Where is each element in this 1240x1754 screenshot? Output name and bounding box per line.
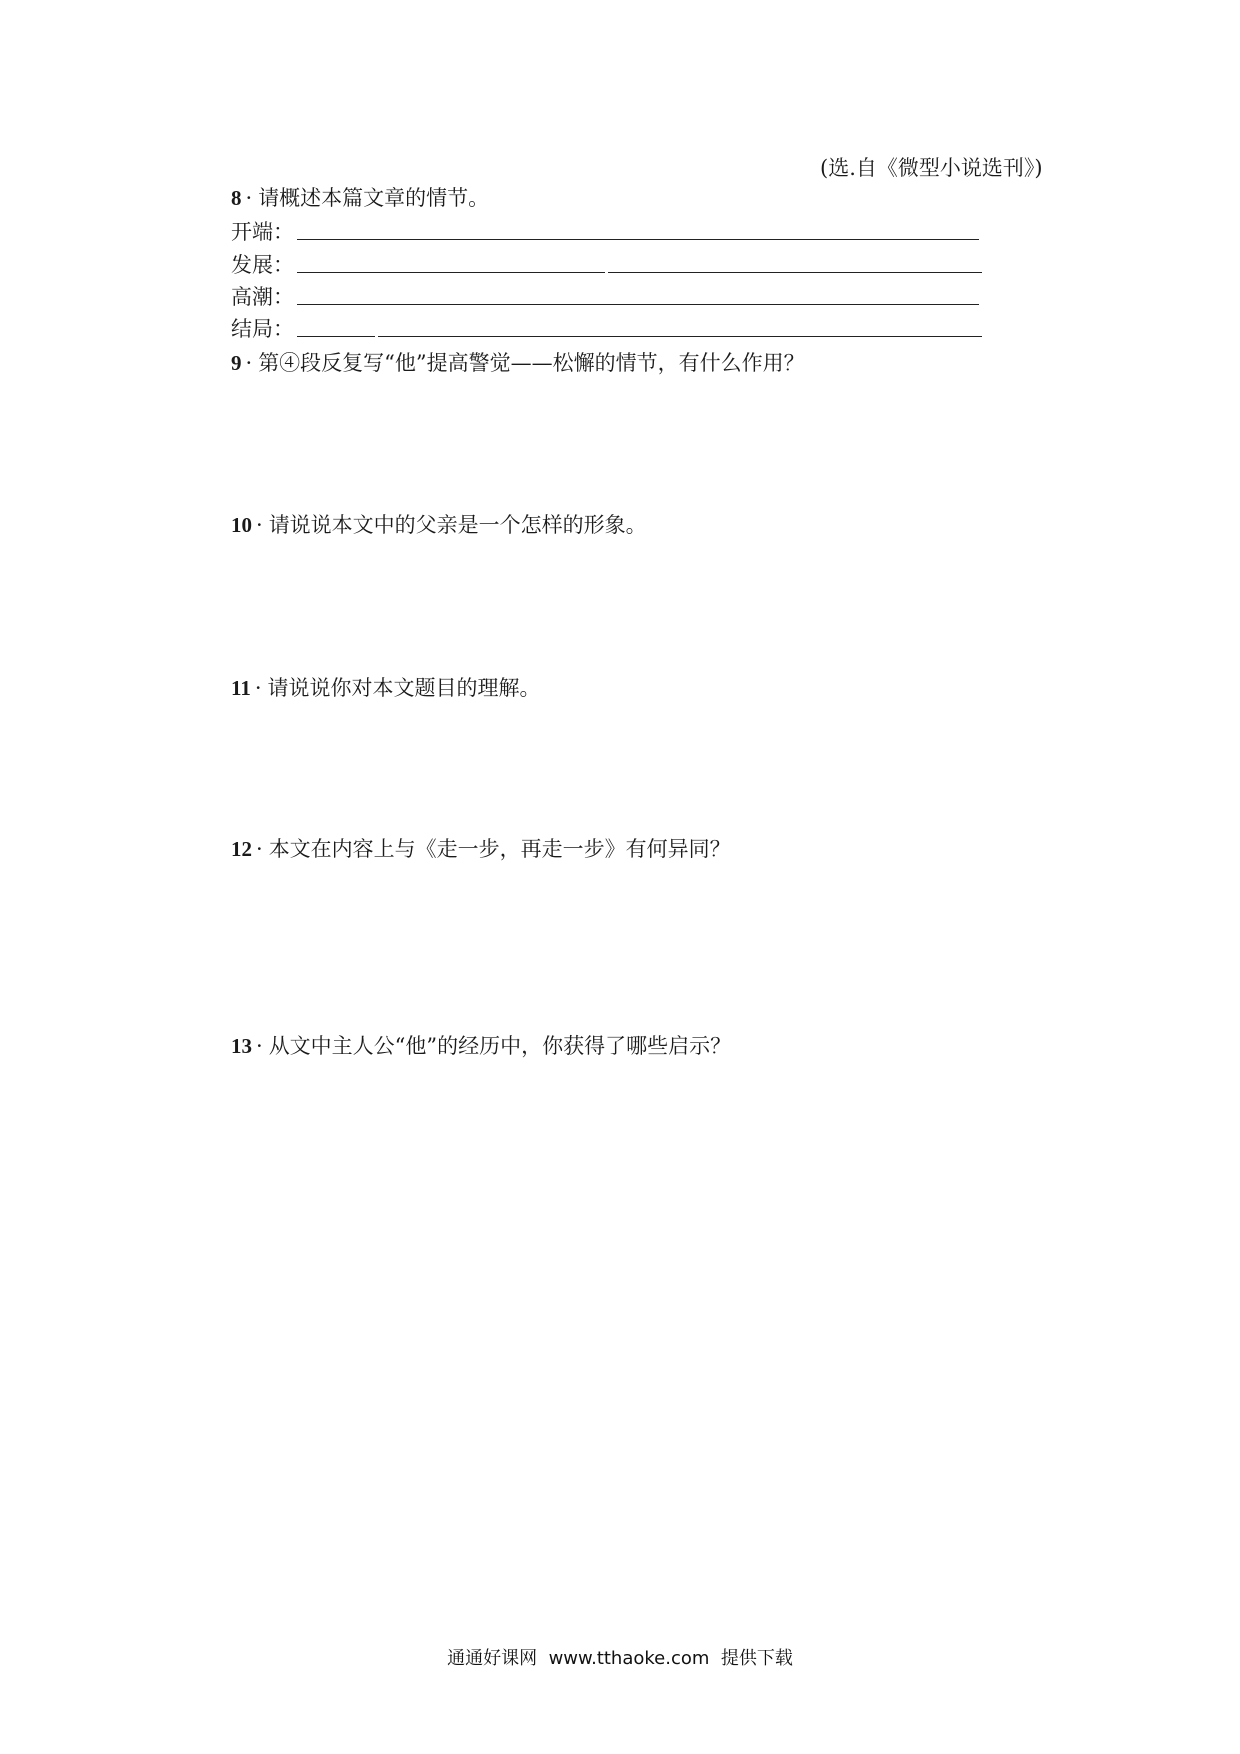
question-9 bbox=[231, 349, 805, 377]
question-number: 10 bbox=[231, 513, 252, 537]
separator-dot: · bbox=[245, 186, 253, 210]
plot-row-opening bbox=[231, 218, 991, 246]
question-number: 9 bbox=[231, 351, 242, 375]
plot-label-climax: 高潮： bbox=[231, 285, 294, 309]
question-text: 本文在内容上与《走一步，再走一步》有何异同？ bbox=[268, 837, 731, 861]
question-13 bbox=[231, 1032, 731, 1060]
plot-row-climax bbox=[231, 283, 991, 311]
separator-dot: · bbox=[256, 837, 263, 861]
answer-line[interactable] bbox=[297, 336, 375, 337]
plot-label-opening: 开端： bbox=[231, 220, 294, 244]
answer-line[interactable] bbox=[608, 272, 982, 273]
plot-label-ending: 结局： bbox=[231, 317, 294, 341]
question-10 bbox=[231, 511, 647, 539]
question-text: 请说说你对本文题目的理解。 bbox=[267, 676, 541, 700]
question-number: 13 bbox=[231, 1034, 252, 1058]
answer-line[interactable] bbox=[297, 304, 979, 305]
plot-row-development bbox=[231, 251, 991, 279]
answer-line[interactable] bbox=[297, 272, 605, 273]
separator-dot: · bbox=[256, 513, 263, 537]
question-text: 请概述本篇文章的情节。 bbox=[258, 186, 490, 210]
question-text: 从文中主人公“他”的经历中，你获得了哪些启示？ bbox=[268, 1034, 732, 1058]
footer-download-note: 通通好课网 www.tthaoke.com 提供下载 bbox=[447, 1648, 793, 1669]
question-number: 12 bbox=[231, 837, 252, 861]
separator-dot: · bbox=[254, 676, 262, 700]
question-text: 第④段反复写“他”提高警觉——松懈的情节，有什么作用？ bbox=[258, 351, 805, 375]
question-text: 请说说本文中的父亲是一个怎样的形象。 bbox=[268, 513, 647, 537]
question-number: 11 bbox=[231, 676, 251, 700]
plot-label-development: 发展： bbox=[231, 253, 294, 277]
answer-line[interactable] bbox=[378, 336, 982, 337]
question-12 bbox=[231, 835, 731, 863]
question-11 bbox=[231, 674, 541, 702]
question-number: 8 bbox=[231, 186, 242, 210]
separator-dot: · bbox=[245, 351, 253, 375]
plot-row-ending bbox=[231, 315, 991, 343]
question-8 bbox=[231, 184, 489, 212]
source-note: (选.自《微型小说选刊》) bbox=[820, 156, 1043, 180]
separator-dot: · bbox=[256, 1034, 263, 1058]
answer-line[interactable] bbox=[297, 239, 979, 240]
